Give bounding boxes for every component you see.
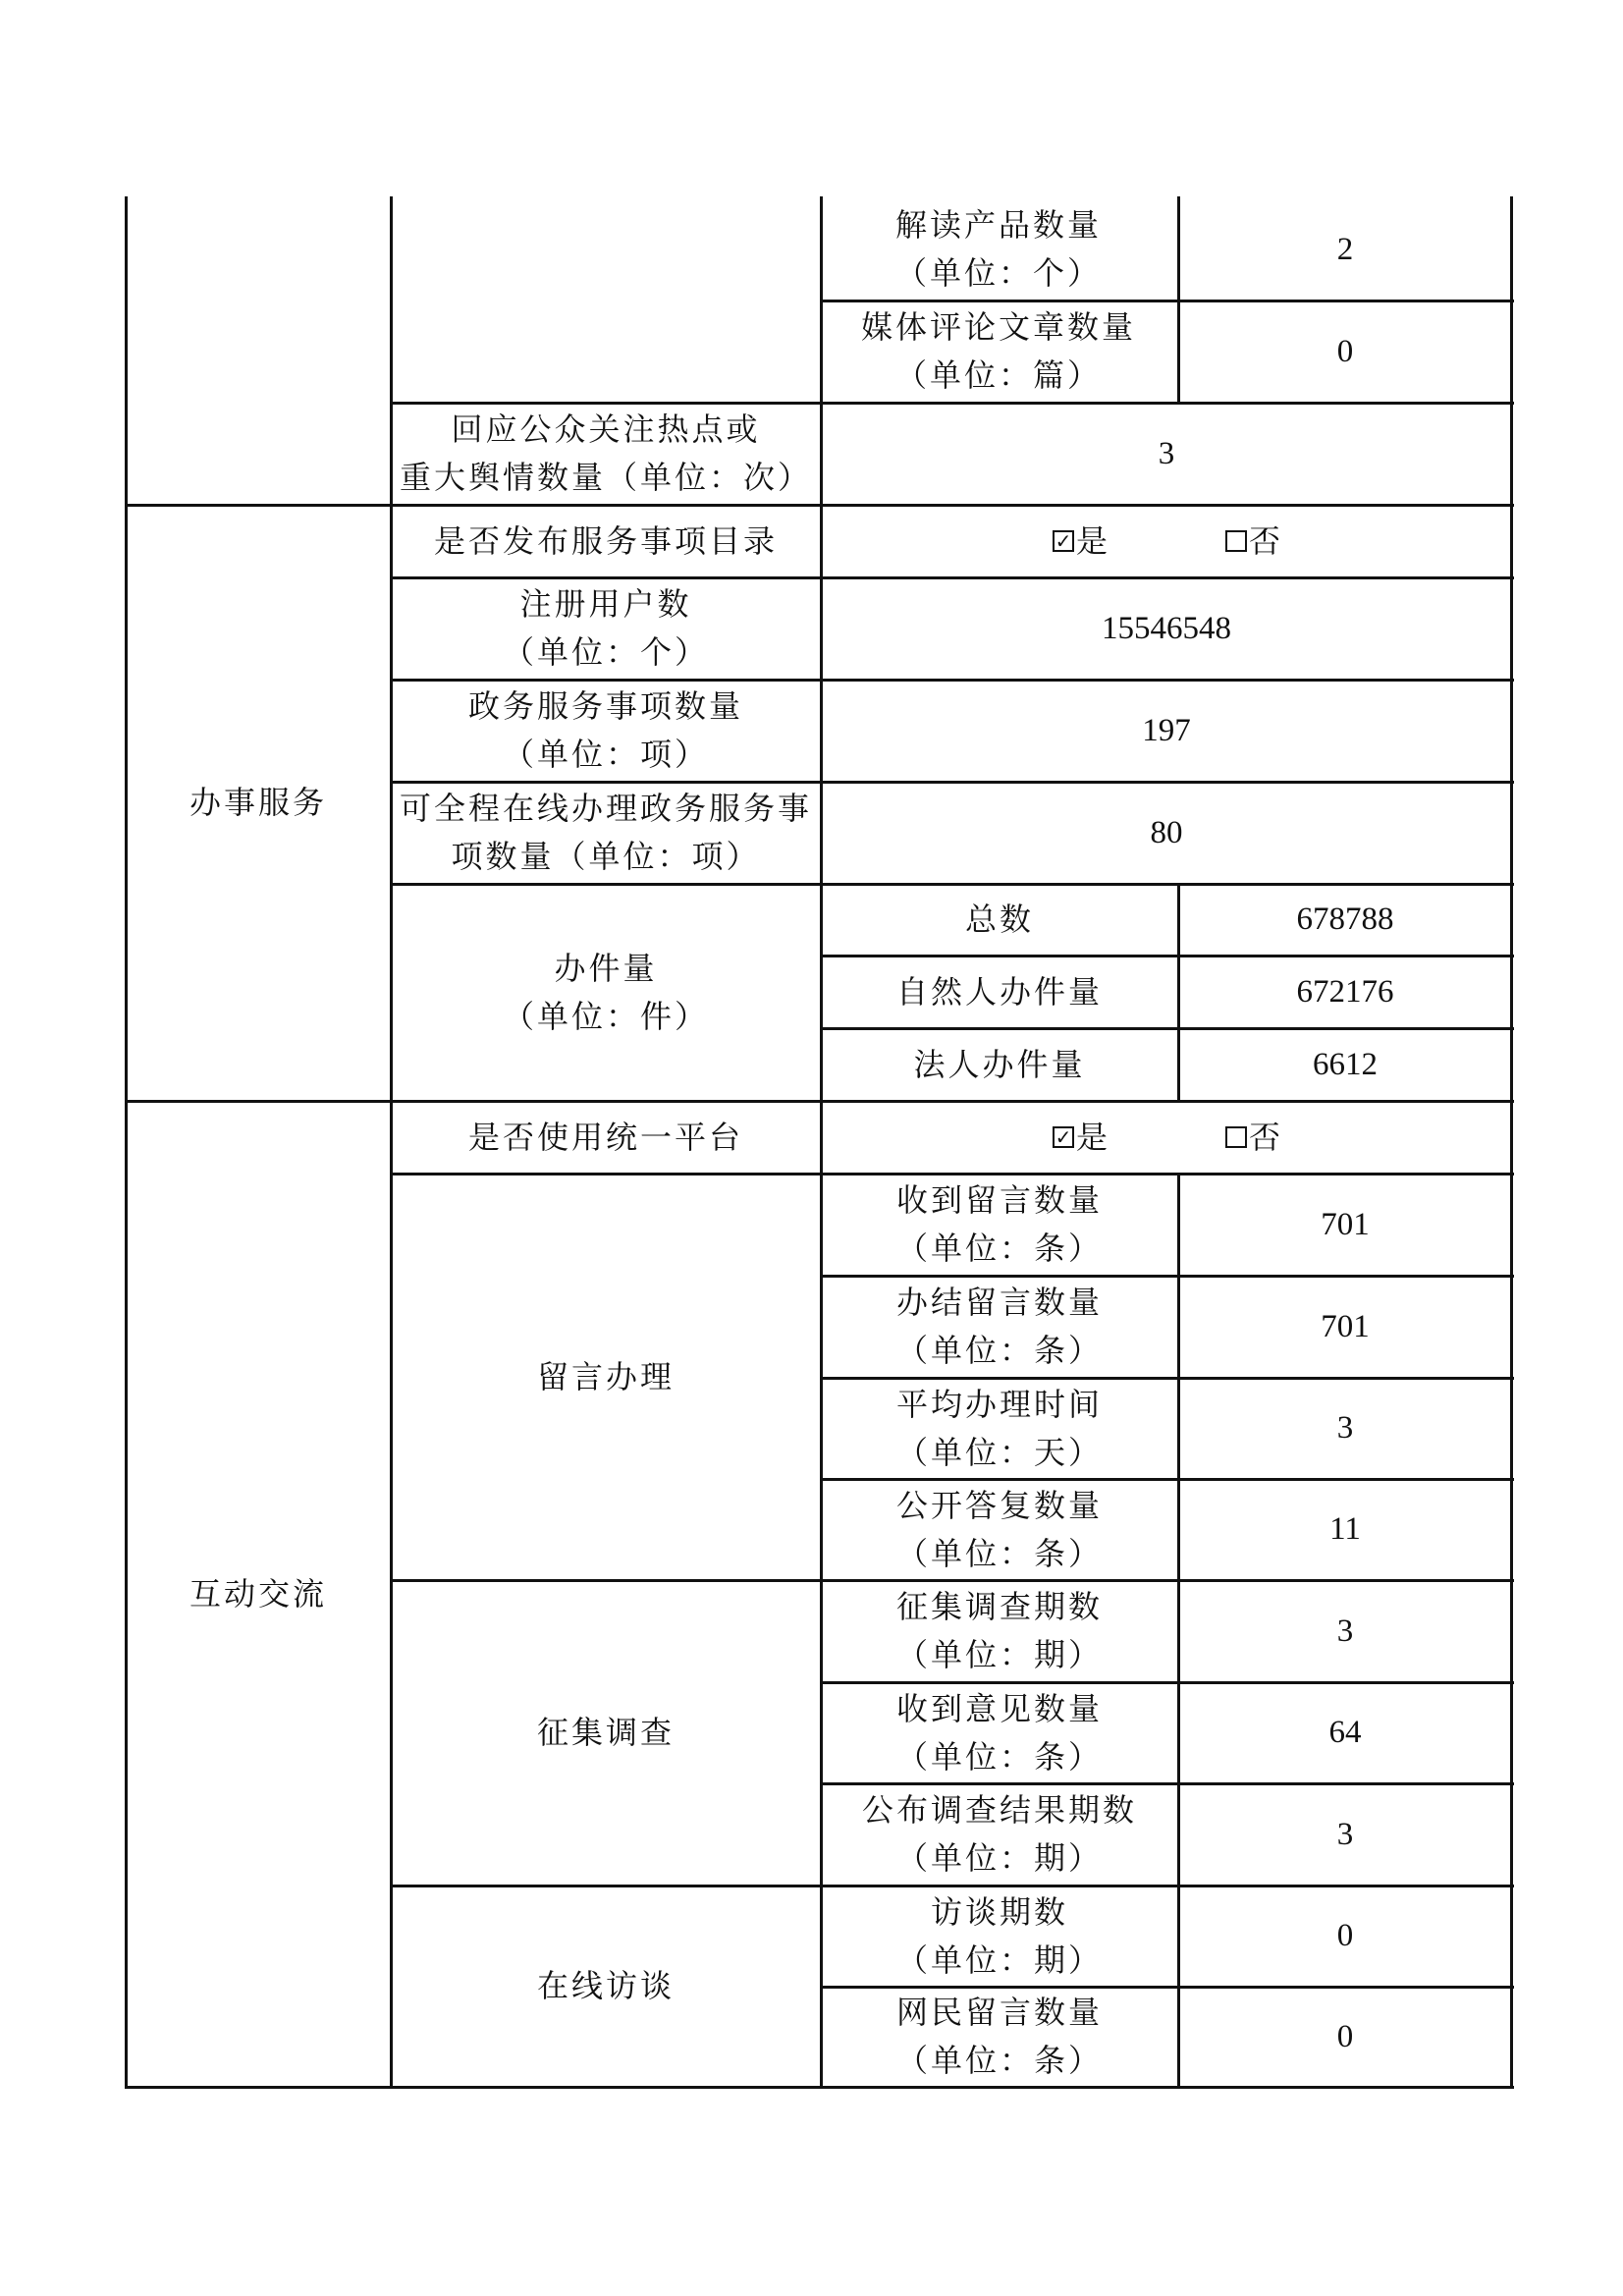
yes-checkbox-icon[interactable]: ✓	[1053, 1126, 1074, 1148]
grid-line	[821, 1782, 1514, 1785]
messages-completed-value: 701	[1321, 1308, 1370, 1344]
grid-line	[126, 2086, 1514, 2089]
handled-total-value: 678788	[1296, 902, 1394, 937]
grid-line	[821, 955, 1514, 957]
grid-line	[391, 402, 1514, 405]
public-replies-label: 公开答复数量 （单位：条）	[895, 1486, 1103, 1572]
grid-line	[390, 196, 393, 2089]
survey-periods-value: 3	[1336, 1613, 1354, 1649]
grid-line	[125, 196, 128, 2089]
online-items-label: 可全程在线办理政务服务事 项数量（单位：项）	[399, 790, 812, 875]
service-items-value: 197	[1142, 712, 1191, 748]
yes-option-label: 是	[1075, 521, 1108, 560]
survey-periods-label: 征集调查期数 （单位：期）	[895, 1588, 1103, 1673]
interview-group-label: 在线访谈	[536, 1967, 675, 2004]
public-concern-label: 回应公众关注热点或 重大舆情数量（单位：次）	[399, 410, 812, 496]
handled-volume-label: 办件量 （单位：件）	[502, 949, 709, 1035]
grid-line	[821, 1027, 1514, 1030]
grid-line	[391, 1885, 1514, 1887]
media-comment-label: 媒体评论文章数量 （单位：篇）	[860, 308, 1136, 394]
opinions-received-label: 收到意见数量 （单位：条）	[895, 1689, 1103, 1776]
grid-line	[821, 1377, 1514, 1380]
survey-group-label: 征集调查	[536, 1714, 675, 1751]
messages-received-value: 701	[1321, 1206, 1370, 1242]
avg-processing-time-label: 平均办理时间 （单位：天）	[895, 1385, 1103, 1471]
grid-line	[391, 576, 1514, 579]
survey-results-published-label: 公布调查结果期数 （单位：期）	[861, 1791, 1137, 1877]
handled-legal-person-value: 6612	[1313, 1046, 1378, 1082]
messages-group-label: 留言办理	[536, 1357, 675, 1395]
grid-line	[821, 300, 1514, 302]
interview-periods-value: 0	[1336, 1918, 1354, 1953]
grid-line	[1177, 1174, 1180, 2089]
no-option-label: 否	[1249, 521, 1281, 560]
public-replies-value: 11	[1329, 1511, 1361, 1547]
grid-line	[126, 504, 1514, 507]
grid-line	[1177, 884, 1180, 1103]
registered-users-value: 15546548	[1102, 610, 1231, 646]
unified-platform-label: 是否使用统一平台	[467, 1118, 743, 1156]
grid-line	[820, 196, 823, 2089]
online-items-value: 80	[1150, 814, 1183, 850]
opinions-received-value: 64	[1328, 1715, 1362, 1750]
netizen-messages-label: 网民留言数量 （单位：条）	[895, 1994, 1103, 2079]
registered-users-label: 注册用户数 （单位：个）	[502, 585, 709, 671]
no-option-label: 否	[1249, 1118, 1281, 1156]
grid-line	[821, 1275, 1514, 1278]
catalog-published-label: 是否发布服务事项目录	[433, 521, 778, 560]
interpretation-product-value: 2	[1336, 231, 1354, 267]
grid-line	[126, 1100, 1514, 1103]
services-section-label: 办事服务	[189, 784, 327, 821]
netizen-messages-value: 0	[1336, 2018, 1354, 2054]
handled-natural-person-value: 672176	[1296, 973, 1394, 1010]
grid-line	[821, 1986, 1514, 1989]
service-items-label: 政务服务事项数量 （单位：项）	[467, 687, 743, 773]
grid-line	[821, 1478, 1514, 1481]
grid-line	[1510, 196, 1513, 2089]
grid-line	[391, 781, 1514, 784]
grid-line	[391, 1579, 1514, 1582]
no-checkbox-icon[interactable]	[1225, 530, 1247, 552]
interpretation-product-label: 解读产品数量 （单位：个）	[894, 206, 1102, 292]
messages-received-label: 收到留言数量 （单位：条）	[895, 1181, 1103, 1267]
grid-line	[391, 883, 1514, 886]
handled-total-label: 总数	[964, 901, 1034, 938]
catalog-published-choice	[821, 505, 1512, 577]
survey-results-published-value: 3	[1336, 1816, 1354, 1852]
avg-processing-time-value: 3	[1336, 1410, 1354, 1446]
media-comment-value: 0	[1336, 333, 1354, 369]
yes-option-label: 是	[1075, 1118, 1108, 1156]
messages-completed-label: 办结留言数量 （单位：条）	[895, 1284, 1103, 1369]
grid-line	[391, 679, 1514, 682]
interview-periods-label: 访谈期数 （单位：期）	[895, 1892, 1103, 1979]
handled-legal-person-label: 法人办件量	[913, 1045, 1086, 1083]
yes-checkbox-icon[interactable]: ✓	[1053, 530, 1074, 552]
unified-platform-choice	[821, 1101, 1512, 1174]
interaction-section-label: 互动交流	[189, 1574, 327, 1613]
grid-line	[821, 1681, 1514, 1684]
public-concern-value: 3	[1158, 435, 1175, 471]
grid-line	[391, 1173, 1514, 1175]
no-checkbox-icon[interactable]	[1225, 1126, 1247, 1148]
handled-natural-person-label: 自然人办件量	[895, 972, 1103, 1011]
